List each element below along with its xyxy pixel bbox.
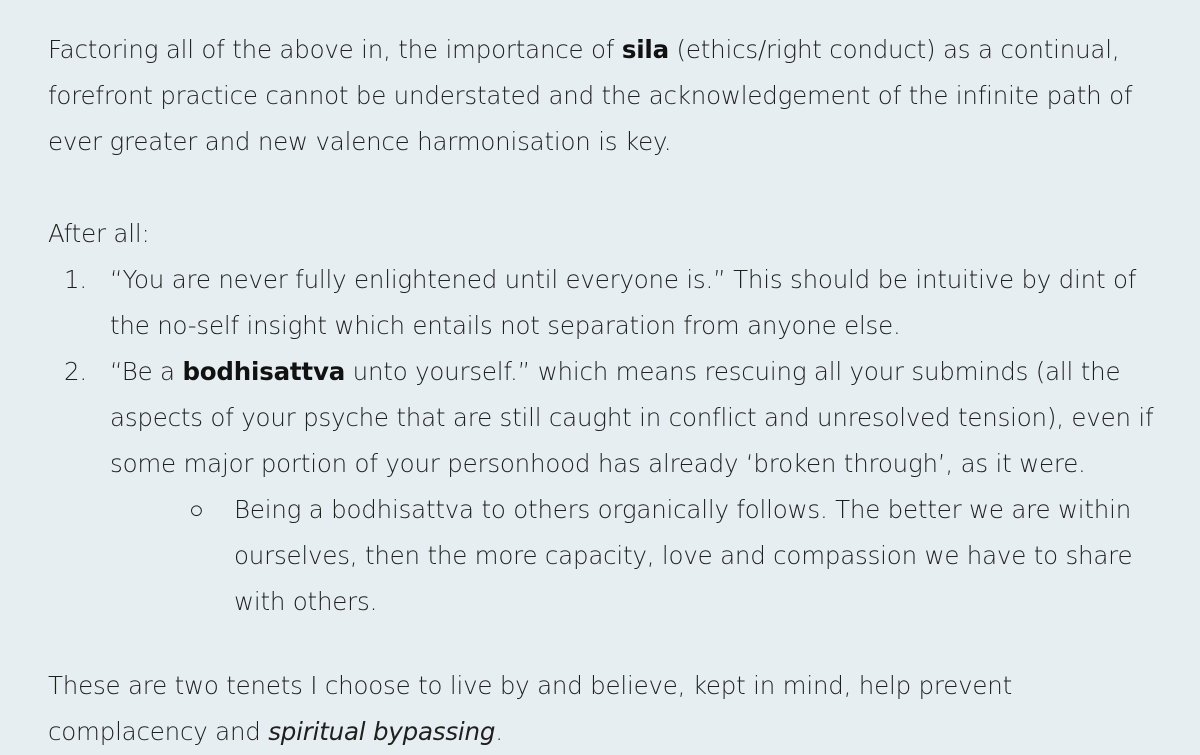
emphasis-spiritual-bypassing: spiritual bypassing (268, 717, 496, 746)
list-item-text-before: “Be a (110, 357, 183, 386)
closing-paragraph (48, 663, 1160, 755)
lead-line: After all: (48, 219, 150, 248)
bullet-sublist (110, 487, 1160, 625)
list-item (48, 257, 1160, 349)
list-marker: 2. (64, 357, 87, 386)
intro-text-before: Factoring all of the above in, the importance of (48, 35, 622, 64)
paragraph-gap (48, 625, 1160, 663)
list-marker: 1. (64, 265, 87, 294)
numbered-list (48, 257, 1160, 625)
list-item-text: “You are never fully enlightened until everyone is.” This should be intuitive by dint of the no-self insight which entails not separation from anyone else. (110, 265, 1137, 340)
list-item-text-after: unto yourself.” which means rescuing all your subminds (all the aspects of your psyche that are still caught in conflict and unresolved tension), even if some major portion of your personhood has already ‘broken through’, as it were. (110, 357, 1154, 478)
paragraph-gap (48, 165, 1160, 211)
closing-text-before: These are two tenets I choose to live by and believe, kept in mind, help prevent complacency and (48, 671, 1013, 746)
list-item (48, 349, 1160, 625)
intro-paragraph (48, 27, 1160, 165)
term-bodhisattva: bodhisattva (182, 357, 346, 386)
sublist-item (110, 487, 1160, 625)
sublist-item-text: Being a bodhisattva to others organically follows. The better we are within ourselves, then the more capacity, love and compassion we have to share with others. (234, 495, 1133, 616)
bullet-marker: ○ (189, 495, 204, 524)
term-sila: sila (621, 35, 669, 64)
closing-text-after: . (495, 717, 503, 746)
intro-text-after: (ethics/right conduct) as a continual, forefront practice cannot be understated and the acknowledgement of the infinite path of ever greater and new valence harmonisation is key. (48, 35, 1133, 156)
